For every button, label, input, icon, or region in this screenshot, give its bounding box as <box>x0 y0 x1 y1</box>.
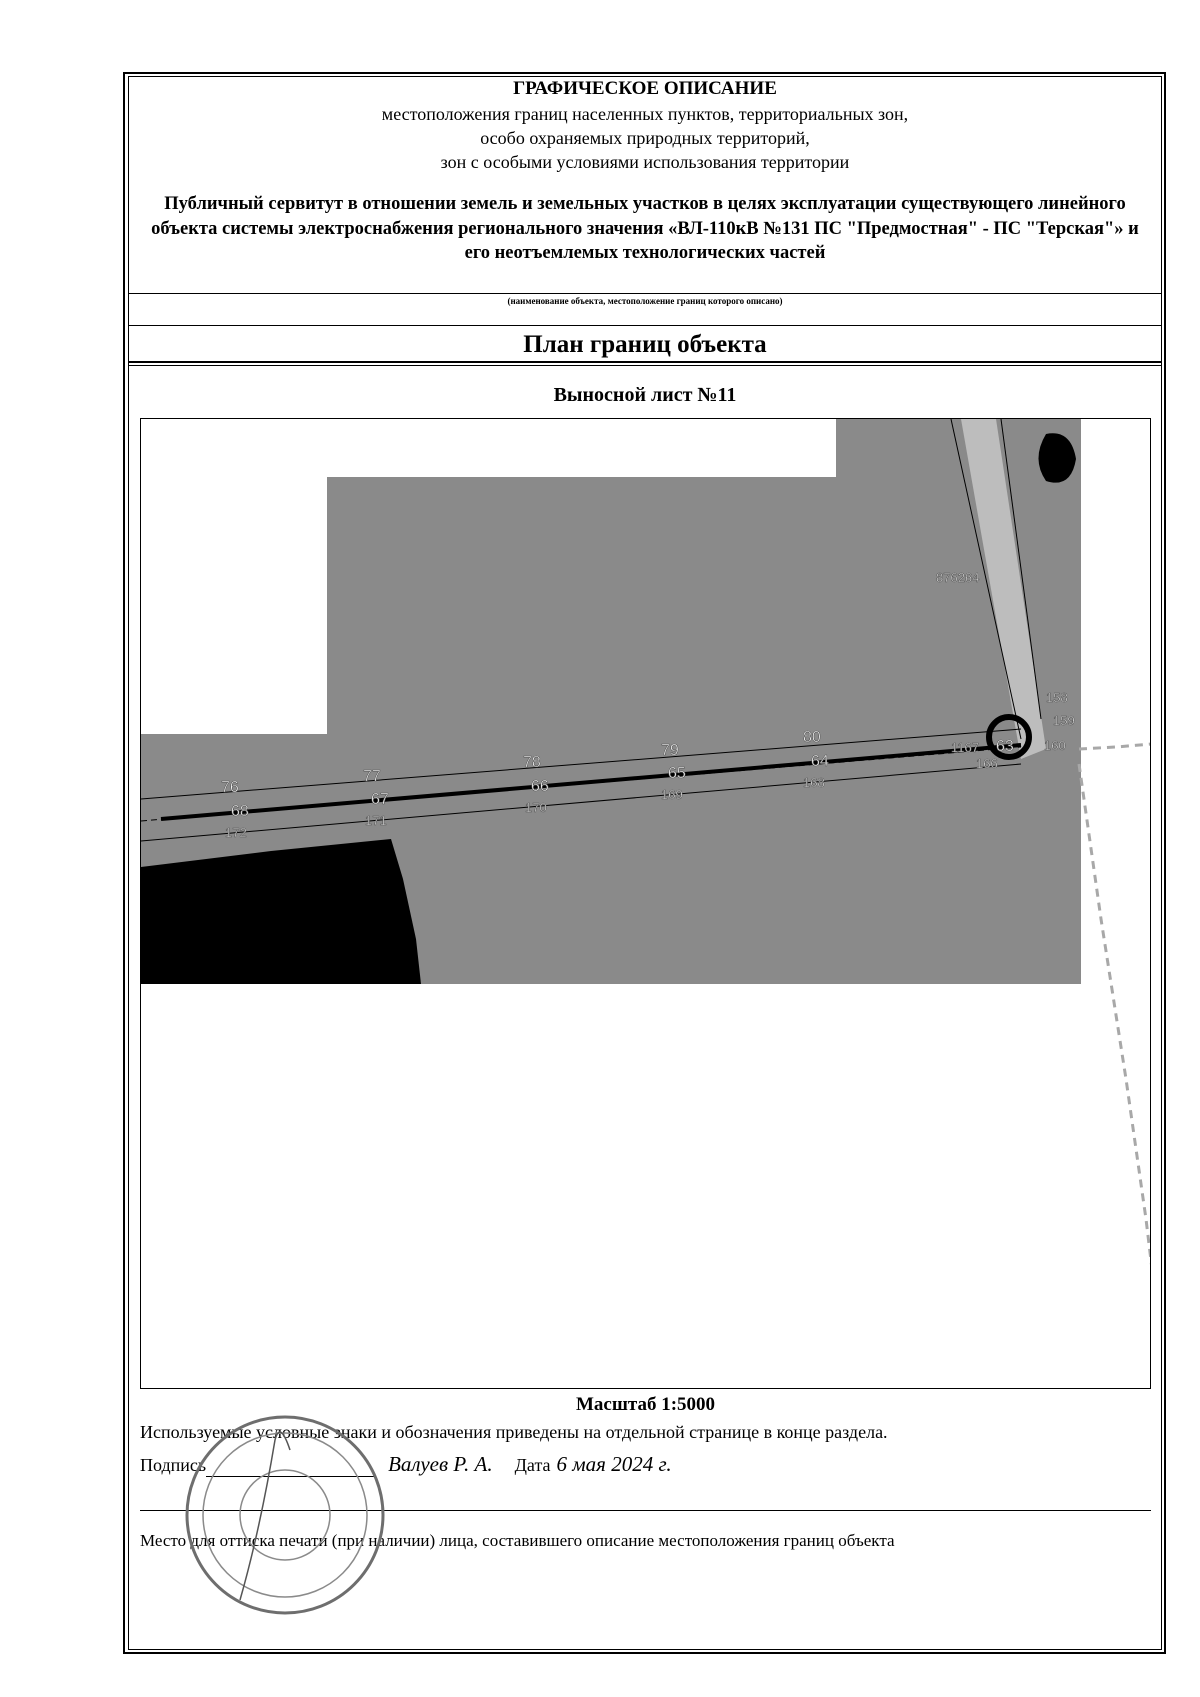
caption-bottom-divider <box>128 325 1162 326</box>
point-label-68: 68 <box>231 803 249 820</box>
point-label-66: 66 <box>531 778 549 795</box>
point-label-158: 158 <box>1046 690 1068 705</box>
plan-title-divider <box>128 361 1162 363</box>
point-label-76: 76 <box>221 779 239 796</box>
dashed-boundary-diagonal <box>1079 764 1151 1269</box>
point-label-80: 80 <box>803 729 821 746</box>
map-frame <box>140 418 1151 1389</box>
document-title: ГРАФИЧЕСКОЕ ОПИСАНИЕ <box>513 78 777 99</box>
point-label-78: 78 <box>523 754 541 771</box>
point-label-64: 64 <box>811 753 829 770</box>
point-label-67: 67 <box>371 791 389 808</box>
point-label-170: 170 <box>525 800 547 815</box>
plan-title: План границ объекта <box>523 331 767 358</box>
caption-divider <box>128 293 1162 294</box>
subtitle-line-1: местоположения границ населенных пунктов, территориальных зон, <box>381 104 909 124</box>
legend-note: Используемые условные знаки и обозначения приведены на отдельной странице в конце раздела. <box>140 1422 888 1442</box>
point-label-63: 63 <box>996 738 1014 755</box>
point-label-79: 79 <box>661 742 679 759</box>
signer-name: Валуев Р. А. <box>388 1452 493 1476</box>
boundary-map <box>141 419 1151 1389</box>
date-label: Дата <box>514 1455 551 1475</box>
point-label-172: 172 <box>225 825 247 840</box>
point-label-169: 169 <box>661 787 683 802</box>
point-label-159: 159 <box>1053 713 1075 728</box>
point-label-1167: 1167 <box>951 740 979 755</box>
seal-stamp-icon <box>180 1410 390 1620</box>
subtitle-line-3: зон с особыми условиями использования территории <box>440 152 850 172</box>
point-label-77: 77 <box>363 768 381 785</box>
object-description: Публичный сервитут в отношении земель и земельных участков в целях эксплуатации существующего линейного объекта системы электроснабжения регионального значения «ВЛ-110кВ №131 ПС "Предмостная" - ПС "Терская"» и его неотъемлемых технологических частей <box>151 194 1139 263</box>
dashed-boundary-horizontal <box>1079 744 1151 749</box>
point-label-65: 65 <box>668 765 686 782</box>
point-label-166: 166 <box>976 756 998 771</box>
sheet-title: Выносной лист №11 <box>553 384 737 406</box>
point-label-160: 160 <box>1044 738 1066 753</box>
seal-note: Место для оттиска печати (при наличии) лица, составившего описание местоположения границ объекта <box>140 1531 895 1550</box>
plan-title-divider-2 <box>128 365 1162 366</box>
point-label-171: 171 <box>365 813 387 828</box>
map-scale: Масштаб 1:5000 <box>575 1394 716 1415</box>
point-label-168: 168 <box>803 775 825 790</box>
object-caption: (наименование объекта, местоположение границ которого описано) <box>507 296 783 306</box>
point-label-876264: 876264 <box>936 570 980 585</box>
signature-label: Подпись <box>140 1455 207 1475</box>
date-value: 6 мая 2024 г. <box>556 1452 672 1476</box>
subtitle-line-2: особо охраняемых природных территорий, <box>480 128 810 148</box>
